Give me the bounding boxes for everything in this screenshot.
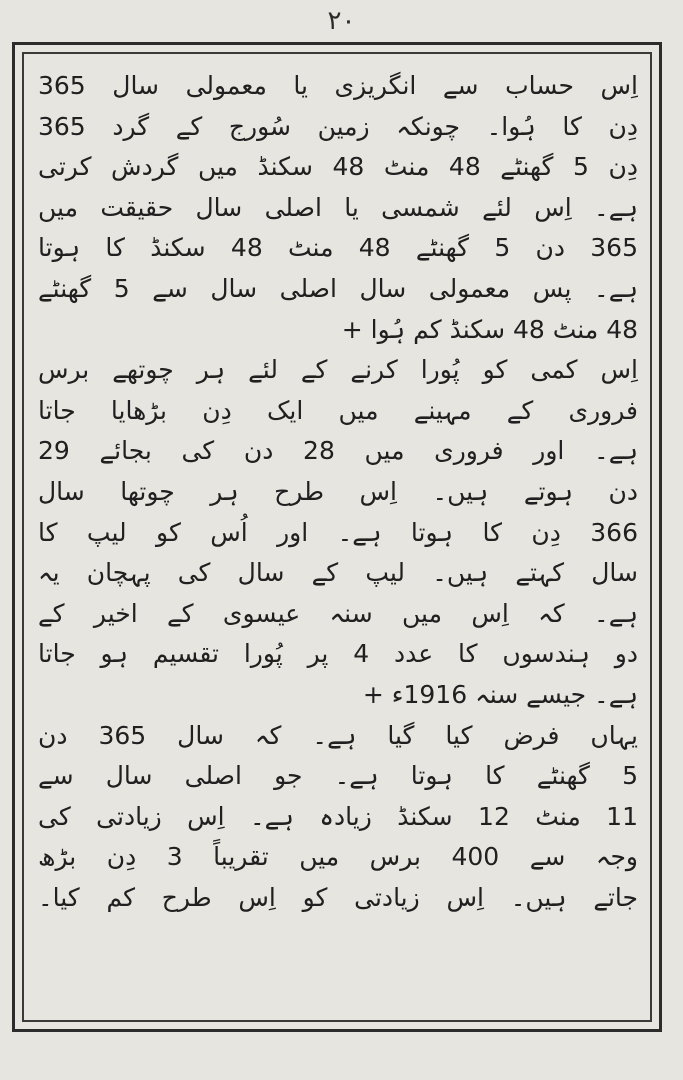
text-line: 48 منٹ 48 سکنڈ کم ہُوا + xyxy=(341,314,638,344)
text-line: دِن کا ہُوا۔ چونکہ زمین سُورج کے گرد 365 xyxy=(38,111,638,141)
text-line: ہے۔ اور فروری میں 28 دن کی بجائے 29 xyxy=(38,436,638,466)
text-line: ہے۔ کہ اِس میں سنہ عیسوی کے اخیر کے xyxy=(38,598,638,628)
text-line: یہاں فرض کیا گیا ہے۔ کہ سال 365 دن xyxy=(38,720,638,750)
text-line: دن ہوتے ہیں۔ اِس طرح ہر چوتھا سال xyxy=(38,476,638,506)
text-line: 365 دن 5 گھنٹے 48 منٹ 48 سکنڈ کا ہوتا xyxy=(38,233,638,263)
urdu-text-body xyxy=(38,66,638,1011)
text-line: 5 گھنٹے کا ہوتا ہے۔ جو اصلی سال سے xyxy=(38,761,638,791)
text-line: دو ہندسوں کا عدد 4 پر پُورا تقسیم ہو جاتا xyxy=(38,639,638,669)
text-line: جاتے ہیں۔ اِس زیادتی کو اِس طرح کم کیا۔ xyxy=(38,882,638,912)
text-line: دِن 5 گھنٹے 48 منٹ 48 سکنڈ میں گردش کرتی xyxy=(38,152,638,182)
text-line: ہے۔ پس معمولی سال اصلی سال سے 5 گھنٹے xyxy=(38,273,638,303)
text-line: وجہ سے 400 برس میں تقریباً 3 دِن بڑھ xyxy=(38,842,638,872)
text-line: اِس کمی کو پُورا کرنے کے لئے ہر چوتھے برس xyxy=(38,355,638,385)
text-line: ہے۔ جیسے سنہ 1916ء + xyxy=(362,679,638,709)
text-line: فروری کے مہینے میں ایک دِن بڑھایا جاتا xyxy=(38,395,638,425)
text-line: 366 دِن کا ہوتا ہے۔ اور اُس کو لیپ کا xyxy=(38,517,638,547)
text-line: اِس حساب سے انگریزی یا معمولی سال 365 xyxy=(38,71,638,100)
page-number: ۲۰ xyxy=(327,6,356,36)
text-line: ہے۔ اِس لئے شمسی یا اصلی سال حقیقت میں xyxy=(38,192,638,222)
text-line: سال کہتے ہیں۔ لیپ کے سال کی پہچان یہ xyxy=(38,558,638,588)
text-line: 11 منٹ 12 سکنڈ زیادہ ہے۔ اِس زیادتی کی xyxy=(38,801,638,831)
